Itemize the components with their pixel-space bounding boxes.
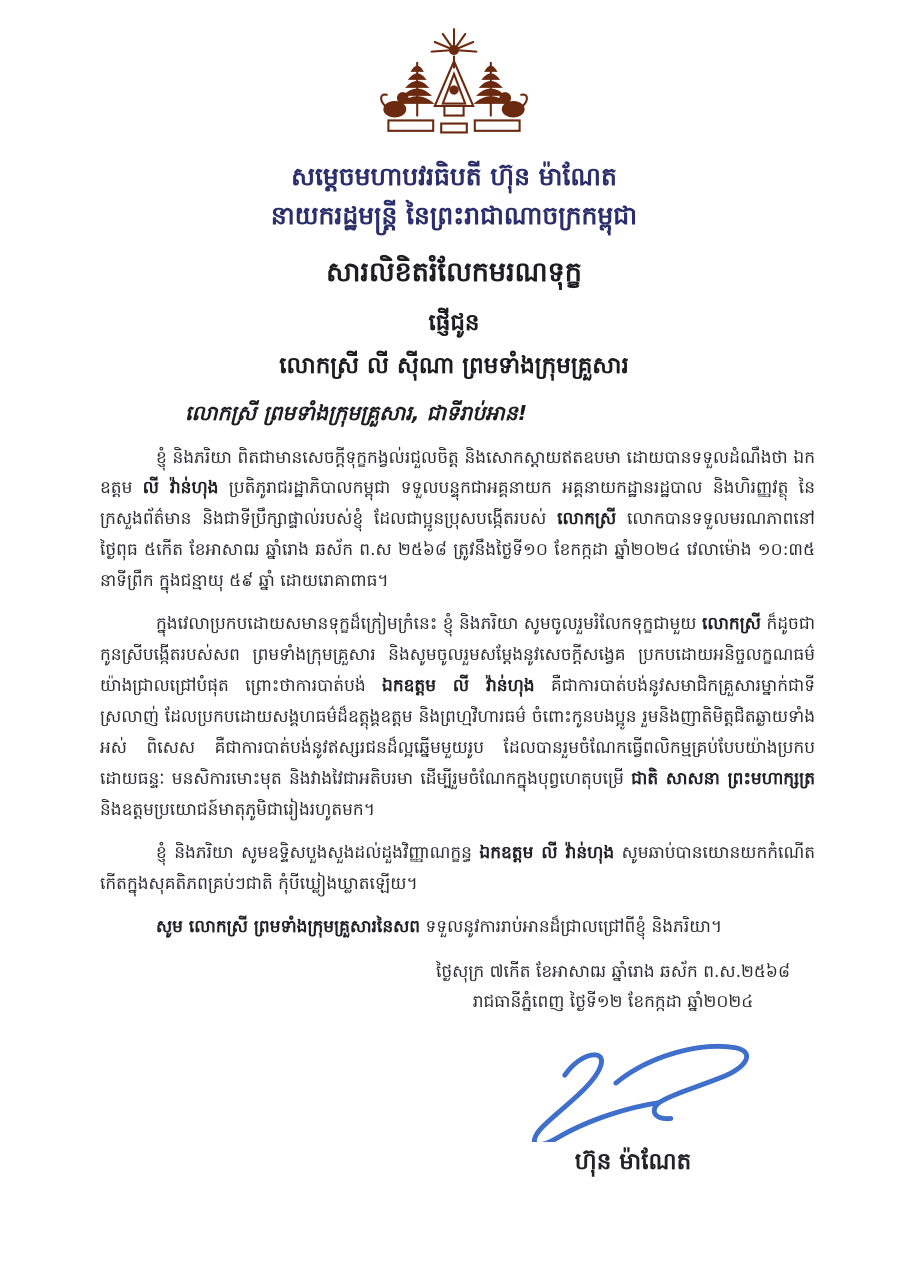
name-highlight: ឯកឧត្តម លី វ៉ាន់ហុង [479, 842, 615, 863]
paragraph-2 [100, 609, 815, 826]
paragraph-text: ខ្ញុំ និងភរិយា សូមឧទ្ទិសបួងសួងដល់ដួងវិញ្ញាណក្ខន្ធ [156, 842, 480, 863]
paragraph-text: ប្រតិភូរាជរដ្ឋាភិបាលកម្ពុជា ទទួលបន្ទុកជាអគ្គនាយក អគ្គនាយកដ្ឋានរដ្ឋបាល និងហិរញ្ញវត្ថុ នៃក្រសួងព័ត៌មាន និងជាទីប្រឹក្សាផ្ទាល់របស់ខ្ញុំ ដែលជាប្អូនប្រុសបង្កើតរបស់ [100, 478, 815, 530]
royal-arms-of-cambodia-icon [364, 26, 544, 146]
paragraph-text: សូមឆាប់បានយោនយកកំណើតកើតក្នុងសុគតិភពគ្រប់ៗជាតិ កុំបីឃ្លៀងឃ្លាតឡើយ។ [100, 842, 815, 894]
paragraph-3 [100, 838, 815, 900]
emblem-right-lion [500, 93, 526, 116]
paragraph-text: ក្នុងវេលាប្រកបដោយសមានទុក្ខដ៏ក្រៀមក្រំនេះ ខ្ញុំ និងភរិយា សូមចូលរួមរំលែកទុក្ខជាមួយ [156, 614, 702, 635]
paragraph-text: គឺជាការបាត់បង់នូវសមាជិកគ្រួសារម្នាក់ជាទីស្រលាញ់ ដែលប្រកបដោយសង្គហធម៌ដ៏ឧត្តុង្គឧត្តម និងព្រហ្មវិហារធម៌ ចំពោះកូនបងប្អូន រួមនិងញាតិមិត្តជិតឆ្ងាយទាំងអស់ ពិសេស គឺជាការបាត់បង់នូវឥស្សរជនដ៏ល្អឆ្នើមមួយរូប ដែលបានរួមចំណែកធ្វើពលិកម្មគ្រប់បែបយ៉ាងប្រកបដោយធន្ទៈ មនសិការមោះមុត និងវាងវៃជាអតិបរមា ដើម្បីរួមចំណែកក្នុងបុព្វហេតុបម្រើ [100, 676, 815, 789]
paragraph-text: ខ្ញុំ និងភរិយា ពិតជាមានសេចក្តីទុក្ខកង្វល់រជួលចិត្ត និងសោកស្តាយឥតឧបមា ដោយបានទទួលដំណឹងថា ឯកឧត្តម [100, 447, 815, 499]
emblem-container [0, 0, 908, 148]
name-highlight: លោកស្រី [557, 509, 617, 530]
signer-name: ហ៊ុន ម៉ាណែត [574, 1148, 692, 1175]
dateline-lunar: ថ្ងៃសុក្រ ៧កើត ខែអាសាឍ ឆ្នាំរោង ឆស័ក ព.ស.២៥៦៨ [435, 961, 790, 982]
paragraph-text: ទទួលនូវការរាប់អានដ៏ជ្រាលជ្រៅពីខ្ញុំ និងភរិយា។ [420, 916, 723, 937]
emblem-left-lion [381, 93, 407, 116]
send-to-label: ផ្ញើជូន [428, 309, 480, 336]
emblem-pavilion [435, 56, 473, 115]
paragraph-text: ក៏ដូចជាកូនស្រីបង្កើតរបស់សព ព្រមទាំងក្រុមគ្រួសារ និងសូមចូលរួមសម្តែងនូវសេចក្តីសង្វេគ ប្រកបដោយអនិច្ចលក្ខណធម៌យ៉ាងជ្រាលជ្រៅបំផុត ព្រោះថាការបាត់បង់ [100, 614, 816, 697]
emblem-base-ribbon [388, 120, 519, 132]
name-highlight: សូម លោកស្រី ព្រមទាំងក្រុមគ្រួសារនៃសព [156, 916, 421, 937]
motto-highlight: ជាតិ សាសនា ព្រះមហាក្សត្រ [631, 768, 815, 789]
name-highlight: ឯកឧត្តម លី វ៉ាន់ហុង [382, 676, 535, 697]
signature-icon [501, 1034, 766, 1142]
paragraph-4 [100, 912, 815, 943]
name-highlight: លី វ៉ាន់ហុង [142, 478, 219, 499]
name-highlight: លោកស្រី [701, 614, 761, 635]
emblem-right-parasol [476, 63, 505, 116]
addressee-line: លោកស្រី លី ស៊ីណា ព្រមទាំងក្រុមគ្រួសារ [279, 352, 629, 379]
paragraph-text: និងឧត្តមប្រយោជន៍មាតុភូមិជារៀងរហូតមក។ [100, 799, 375, 820]
document-title: សារលិខិតរំលែកមរណទុក្ខ [326, 256, 582, 288]
signature-block [468, 1034, 798, 1181]
dateline-block [378, 957, 848, 1018]
letter-body [0, 443, 908, 943]
emblem-left-parasol [403, 63, 432, 116]
salutation-line: លោកស្រី ព្រមទាំងក្រុមគ្រួសារ, ជាទីរាប់អាន! [185, 400, 528, 425]
paragraph-text: លោកបានទទួលមរណភាពនៅថ្ងៃពុធ ៥កើត ខែអាសាឍ ឆ្នាំរោង ឆស័ក ព.ស ២៥៦៨ ត្រូវនឹងថ្ងៃទី១០ ខែកក្កដា ឆ្នាំ២០២៤ វេលាម៉ោង ១០:៣៥ នាទីព្រឹក ក្នុងជន្មាយុ ៥៩ ឆ្នាំ ដោយរោគាពាធ។ [100, 509, 815, 592]
dateline-gregorian: រាជធានីភ្នំពេញ ថ្ងៃទី១២ ខែកក្កដា ឆ្នាំ២០២៤ [472, 992, 754, 1013]
paragraph-1 [100, 443, 815, 598]
letterhead-role: នាយករដ្ឋមន្ត្រី នៃព្រះរាជាណាចក្រកម្ពុជា [270, 200, 638, 230]
letterhead-name: សម្តេចមហាបវរធិបតី ហ៊ុន ម៉ាណែត [291, 162, 617, 191]
